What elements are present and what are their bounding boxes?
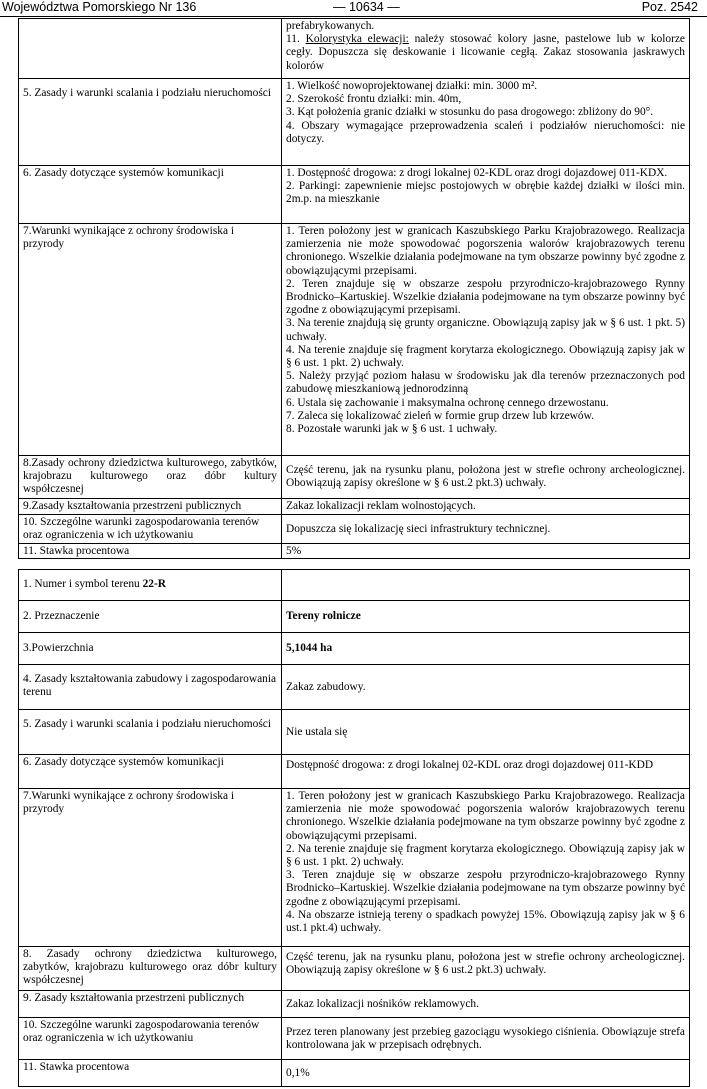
row-value-list: [282, 166, 690, 224]
row-label: 8. Zasady ochrony dziedzictwa kulturowego, zabytków, krajobrazu kulturowego oraz dóbr kultury współczesnej: [19, 947, 282, 991]
row-value-list: [282, 79, 690, 166]
row-label: 4. Zasady kształtowania zabudowy i zagospodarowania terenu: [19, 665, 282, 710]
table-row: [19, 633, 690, 665]
plan-table-continued: [18, 18, 690, 559]
list-item: 4. Na terenie znajduje się fragment korytarza ekologicznego. Obowiązują zapisy jak w § 6 ust. 1 pkt. 2) uchwały.: [286, 343, 685, 370]
table-row: [19, 499, 690, 515]
row-label: 10. Szczególne warunki zagospodarowania terenów oraz ograniczenia w ich użytkowaniu: [19, 1018, 282, 1060]
plan-table-22r: [18, 569, 690, 1087]
table-row: [19, 755, 690, 789]
list-item: 3. Kąt położenia granic działki w stosunku do pasa drogowego: zbliżony do 90°.: [286, 106, 654, 119]
row-value: Przez teren planowany jest przebieg gazociągu wysokiego ciśnienia. Obowiązuje strefa kontrolowana jak w przepisach odrębnych.: [282, 1018, 690, 1060]
row-label-empty: [19, 19, 282, 79]
table-row: [19, 1018, 690, 1060]
list-item: 4. Na obszarze istnieją tereny o spadkach powyżej 15%. Obowiązują zapisy jak w § 6 ust.1 pkt.4) uchwały.: [286, 908, 685, 935]
row-value: Dostępność drogowa: z drogi lokalnej 02-KDL oraz drogi dojazdowej 011-KDD: [282, 755, 690, 789]
row-label: 11. Stawka procentowa: [19, 1060, 282, 1087]
table-row: [19, 710, 690, 755]
page-number: — 10634 —: [333, 0, 400, 14]
row-value: Część terenu, jak na rysunku planu, położona jest w strefie ochrony archeologicznej. Obowiązują zapisy określone w § 6 ust.2 pkt.3) uchwały.: [282, 456, 690, 499]
row-value: Zakaz lokalizacji reklam wolnostojących.: [282, 499, 690, 515]
table-row: [19, 224, 690, 456]
list-item: 8. Pozostałe warunki jak w § 6 ust. 1 uchwały.: [286, 423, 498, 436]
list-item: 3. Na terenie znajdują się grunty organiczne. Obowiązują zapisy jak w § 6 ust. 1 pkt. 5) uchwały.: [286, 317, 685, 343]
table-row: [19, 1060, 690, 1087]
underlined-term: Kolorystyka elewacji:: [305, 33, 409, 46]
table-row: [19, 544, 690, 559]
table-row: [19, 515, 690, 544]
table-row: [19, 947, 690, 991]
table-row: [19, 665, 690, 710]
journal-title: Województwa Pomorskiego Nr 136: [2, 0, 197, 14]
position-number: Poz. 2542: [641, 0, 698, 14]
row-label: 6. Zasady dotyczące systemów komunikacji: [19, 755, 282, 789]
header-rule: [0, 16, 707, 17]
page-header: [0, 0, 707, 16]
list-item: 3. Teren znajduje się w obszarze zespołu przyrodniczo-krajobrazowego Rynny Brodnicko–Kartuskiej. Wszelkie działania podejmowane na tym obszarze powinny być zgodne z obowiązującymi przepisami.: [286, 869, 685, 908]
table-row: [19, 19, 690, 79]
table-row: [19, 166, 690, 224]
row-label: 8.Zasady ochrony dziedzictwa kulturowego, zabytków, krajobrazu kulturowego oraz dóbr kultury współczesnej: [19, 456, 282, 499]
row-value: Nie ustala się: [282, 710, 690, 755]
row-label: 9. Zasady kształtowania przestrzeni publicznych: [19, 991, 282, 1018]
list-item: 1. Teren położony jest w granicach Kaszubskiego Parku Krajobrazowego. Realizacja zamierzenia nie może spowodować pogorszenia walorów krajobrazowych terenu chronionego. Wszelkie działania podejmowane na tym obszarze powinny być zgodne z obowiązującymi przepisami.: [286, 790, 685, 842]
list-item: 2. Na terenie znajduje się fragment korytarza ekologicznego. Obowiązują zapisy jak w § 6 ust. 1 pkt. 2) uchwały.: [286, 842, 685, 869]
row-value: 5%: [282, 544, 690, 559]
table-row: [19, 789, 690, 947]
row-label: 5. Zasady i warunki scalania i podziału nieruchomości: [19, 710, 282, 755]
table-row: [19, 991, 690, 1018]
row-label: 11. Stawka procentowa: [19, 544, 282, 559]
row-value: Zakaz lokalizacji nośników reklamowych.: [282, 991, 690, 1018]
row-value: Dopuszcza się lokalizację sieci infrastruktury technicznej.: [282, 515, 690, 544]
row-label: 6. Zasady dotyczące systemów komunikacji: [19, 166, 282, 224]
row-value: 0,1%: [282, 1060, 690, 1087]
table-row: [19, 601, 690, 633]
list-item: 2. Teren znajduje się w obszarze zespołu przyrodniczo-krajobrazowego Rynny Brodnicko–Kartuskiej. Wszelkie działania podejmowane na tym obszarze powinny być zgodne z obowiązującymi przepisami.: [286, 277, 685, 317]
list-item: 1. Dostępność drogowa: z drogi lokalnej 02-KDL oraz drogi dojazdowej 011-KDX.: [286, 167, 668, 179]
table-row: [19, 456, 690, 499]
list-item: 6. Ustala się zachowanie i maksymalna ochronę cennego drzewostanu.: [286, 396, 609, 409]
row-value: Tereny rolnicze: [282, 601, 690, 633]
row-value: Zakaz zabudowy.: [282, 665, 690, 710]
table-row: [19, 79, 690, 166]
list-item: 2. Parkingi: zapewnienie miejsc postojowych w obrębie każdej działki w ilości min. 2m.p. na mieszkanie: [286, 180, 685, 206]
list-item: 5. Należy przyjąć poziom hałasu w środowisku jak dla terenów przeznaczonych pod zabudowę mieszkaniową jednorodzinną: [286, 370, 685, 396]
row-value: 5,1044 ha: [282, 633, 690, 665]
list-item: 7. Zaleca się lokalizować zieleń w formie grup drzew lub krzewów.: [286, 409, 594, 422]
row-label: 10. Szczególne warunki zagospodarowania terenów oraz ograniczenia w ich użytkowaniu: [19, 515, 282, 544]
row-label: 1. Numer i symbol terenu 22-R: [19, 570, 282, 601]
row-label: 5. Zasady i warunki scalania i podziału nieruchomości: [19, 79, 282, 166]
row-value-color-scheme: prefabrykowanych. 11. Kolorystyka elewacji: należy stosować kolory jasne, pastelowe lub w kolorze cegły. Dopuszcza się deskowanie i licowanie cegłą. Zakaz stosowania jaskrawych kolorów: [282, 19, 690, 79]
list-item: 1. Teren położony jest w granicach Kaszubskiego Parku Krajobrazowego. Realizacja zamierzenia nie może spowodować pogorszenia walorów krajobrazowych terenu chronionego. Wszelkie działania podejmowane na tym obszarze powinny być zgodne z obowiązującymi przepisami.: [286, 225, 685, 277]
row-label: 2. Przeznaczenie: [19, 601, 282, 633]
list-item: 4. Obszary wymagające przeprowadzenia scaleń i podziałów nieruchomości: nie dotyczy.: [286, 119, 685, 145]
row-label: 7.Warunki wynikające z ochrony środowiska i przyrody: [19, 224, 282, 456]
row-label: 9.Zasady kształtowania przestrzeni publicznych: [19, 499, 282, 515]
list-item: 2. Szerokość frontu działki: min. 40m,: [286, 93, 462, 106]
row-value: Część terenu, jak na rysunku planu, położona jest w strefie ochrony archeologicznej. Obowiązują zapisy określone w § 6 ust.2 pkt.3) uchwały.: [282, 947, 690, 991]
row-label: 3.Powierzchnia: [19, 633, 282, 665]
zone-symbol: 22-R: [142, 578, 167, 590]
row-value-list: [282, 789, 690, 947]
table-row: [19, 570, 690, 601]
row-label: 7.Warunki wynikające z ochrony środowiska i przyrody: [19, 789, 282, 947]
row-value-list: [282, 224, 690, 456]
list-item: 1. Wielkość nowoprojektowanej działki: min. 3000 m².: [286, 80, 538, 92]
row-value: [282, 570, 690, 601]
